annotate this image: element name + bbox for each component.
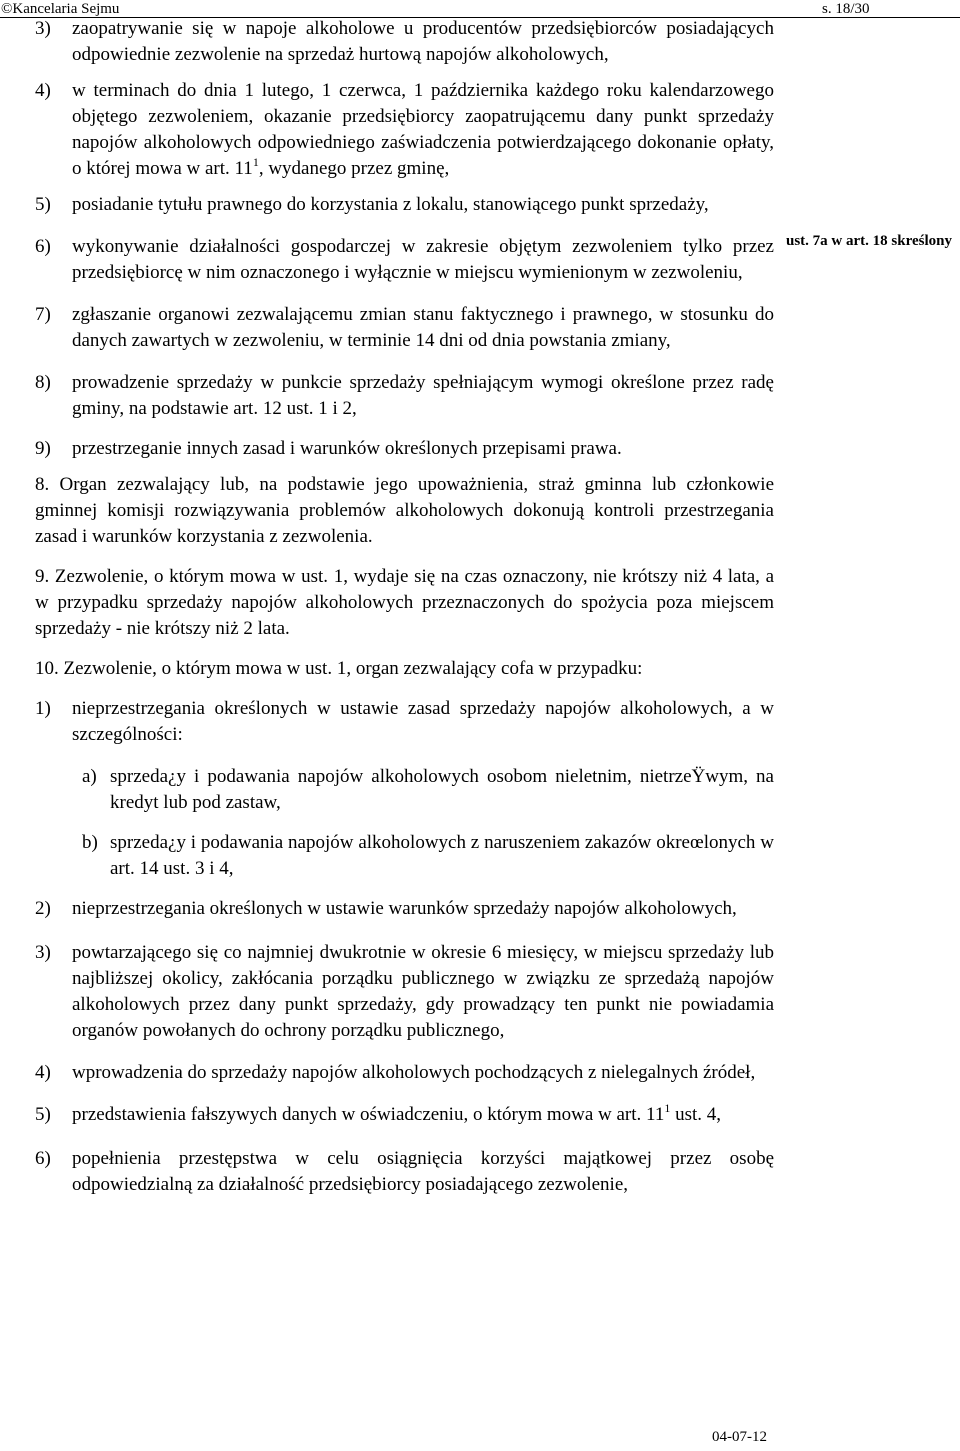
list-item [35, 302, 774, 354]
item-number: 6) [35, 236, 51, 257]
item-number: 6) [35, 1148, 51, 1169]
header-page-number: s. 18/30 [822, 1, 870, 17]
sub-item-text: sprzeda¿y i podawania napojów alkoholowych z naruszeniem zakazów okreœlonych w art. 14 ust. 3 i 4, [110, 832, 774, 879]
list-item [35, 78, 774, 182]
sub-item-letter: b) [82, 832, 98, 853]
list-item [35, 1102, 774, 1128]
item-text: zgłaszanie organowi zezwalającemu zmian stanu faktycznego i prawnego, w stosunku do danych zawartych w zezwoleniu, w terminie 14 dni od dnia powstania zmiany, [72, 304, 774, 351]
item-text: wykonywanie działalności gospodarczej w zakresie objętym zezwoleniem tylko przez przedsiębiorcę w nim oznaczonego i wyłącznie w miejscu wymienionym w zezwoleniu, [72, 236, 774, 283]
paragraph-number: 9. [35, 566, 50, 587]
item-text [72, 78, 774, 182]
list-item [35, 1060, 774, 1086]
item-text: posiadanie tytułu prawnego do korzystania z lokalu, stanowiącego punkt sprzedaży, [72, 194, 709, 215]
sub-item-letter: a) [82, 766, 97, 787]
item-number: 5) [35, 1104, 51, 1125]
item-number: 4) [35, 80, 51, 101]
item-text-part: ust. 4, [670, 1104, 722, 1125]
paragraph [35, 564, 774, 642]
item-number: 7) [35, 304, 51, 325]
item-number: 4) [35, 1062, 51, 1083]
item-text: przestrzeganie innych zasad i warunków określonych przepisami prawa. [72, 438, 622, 459]
sub-item [82, 764, 774, 816]
item-number: 3) [35, 942, 51, 963]
list-item [35, 234, 774, 286]
item-number: 1) [35, 698, 51, 719]
item-text: zaopatrywanie się w napoje alkoholowe u producentów przedsiębiorców posiadających odpowiednie zezwolenie na sprzedaż hurtową napojów alkoholowych, [72, 18, 774, 65]
superscript: 1 [664, 1100, 671, 1115]
paragraph-text: Organ zezwalający lub, na podstawie jego upoważnienia, straż gminna lub członkowie gminnej komisji rozwiązywania problemów alkoholowych dokonują kontroli przestrzegania zasad i warunków korzystania z zezwolenia. [35, 474, 775, 547]
item-text: popełnienia przestępstwa w celu osiągnięcia korzyści majątkowej przez osobę odpowiedzialną za działalność przedsiębiorcy posiadającego zezwolenie, [72, 1148, 774, 1195]
margin-note: ust. 7a w art. 18 skreślony [786, 233, 952, 249]
item-number: 8) [35, 372, 51, 393]
list-item [35, 896, 774, 922]
item-text-part: przedstawienia fałszywych danych w oświadczeniu, o którym mowa w art. 11 [72, 1104, 665, 1125]
superscript: 1 [252, 154, 259, 169]
list-item [35, 940, 774, 1044]
list-item [35, 436, 774, 462]
item-text-part: , wydanego przez gminę, [258, 158, 450, 179]
item-text: powtarzającego się co najmniej dwukrotnie w okresie 6 miesięcy, w miejscu sprzedaży lub najbliższej okolicy, zakłócania porządku publicznego w związku ze sprzedażą napojów alkoholowych przez dany punkt sprzedaży, gdy prowadzący ten punkt nie powiadamia organów powołanych do ochrony porządku publicznego, [72, 942, 774, 1041]
item-text: nieprzestrzegania określonych w ustawie warunków sprzedaży napojów alkoholowych, [72, 898, 737, 919]
item-number: 2) [35, 898, 51, 919]
paragraph [35, 472, 774, 550]
item-text: prowadzenie sprzedaży w punkcie sprzedaży spełniającym wymogi określone przez radę gminy, na podstawie art. 12 ust. 1 i 2, [72, 372, 774, 419]
paragraph-number: 8. [35, 474, 50, 495]
item-number: 5) [35, 194, 51, 215]
paragraph-number: 10. [35, 658, 59, 679]
item-text: wprowadzenia do sprzedaży napojów alkoholowych pochodzących z nielegalnych źródeł, [72, 1062, 756, 1083]
list-item [35, 370, 774, 422]
item-number: 3) [35, 18, 51, 39]
paragraph-text: Zezwolenie, o którym mowa w ust. 1, wydaje się na czas oznaczony, nie krótszy niż 4 lata, a w przypadku sprzedaży napojów alkoholowych przeznaczonych do spożycia poza miejscem sprzedaży - nie krótszy niż 2 lata. [35, 566, 775, 639]
header-left: ©Kancelaria Sejmu [1, 1, 120, 17]
paragraph [35, 656, 774, 682]
list-item [35, 16, 774, 68]
list-item [35, 192, 774, 218]
item-text: nieprzestrzegania określonych w ustawie zasad sprzedaży napojów alkoholowych, a w szczególności: [72, 698, 774, 745]
sub-item-text: sprzeda¿y i podawania napojów alkoholowych osobom nieletnim, nietrzeŸwym, na kredyt lub pod zastaw, [110, 766, 774, 813]
list-item [35, 696, 774, 748]
footer-date: 04-07-12 [712, 1429, 767, 1445]
paragraph-text: Zezwolenie, o którym mowa w ust. 1, organ zezwalający cofa w przypadku: [63, 658, 643, 679]
sub-item [82, 830, 774, 882]
item-text [72, 1102, 774, 1128]
list-item [35, 1146, 774, 1198]
document-body [35, 16, 774, 1198]
item-number: 9) [35, 438, 51, 459]
item-text-part: w terminach do dnia 1 lutego, 1 czerwca, 1 października każdego roku kalendarzowego objętego zezwoleniem, okazanie przedsiębiorcy zaopatrującemu dany punkt sprzedaży napojów alkoholowych odpowiedniego zaświadczenia potwierdzającego dokonanie opłaty, o której mowa w art. 11 [72, 80, 774, 179]
